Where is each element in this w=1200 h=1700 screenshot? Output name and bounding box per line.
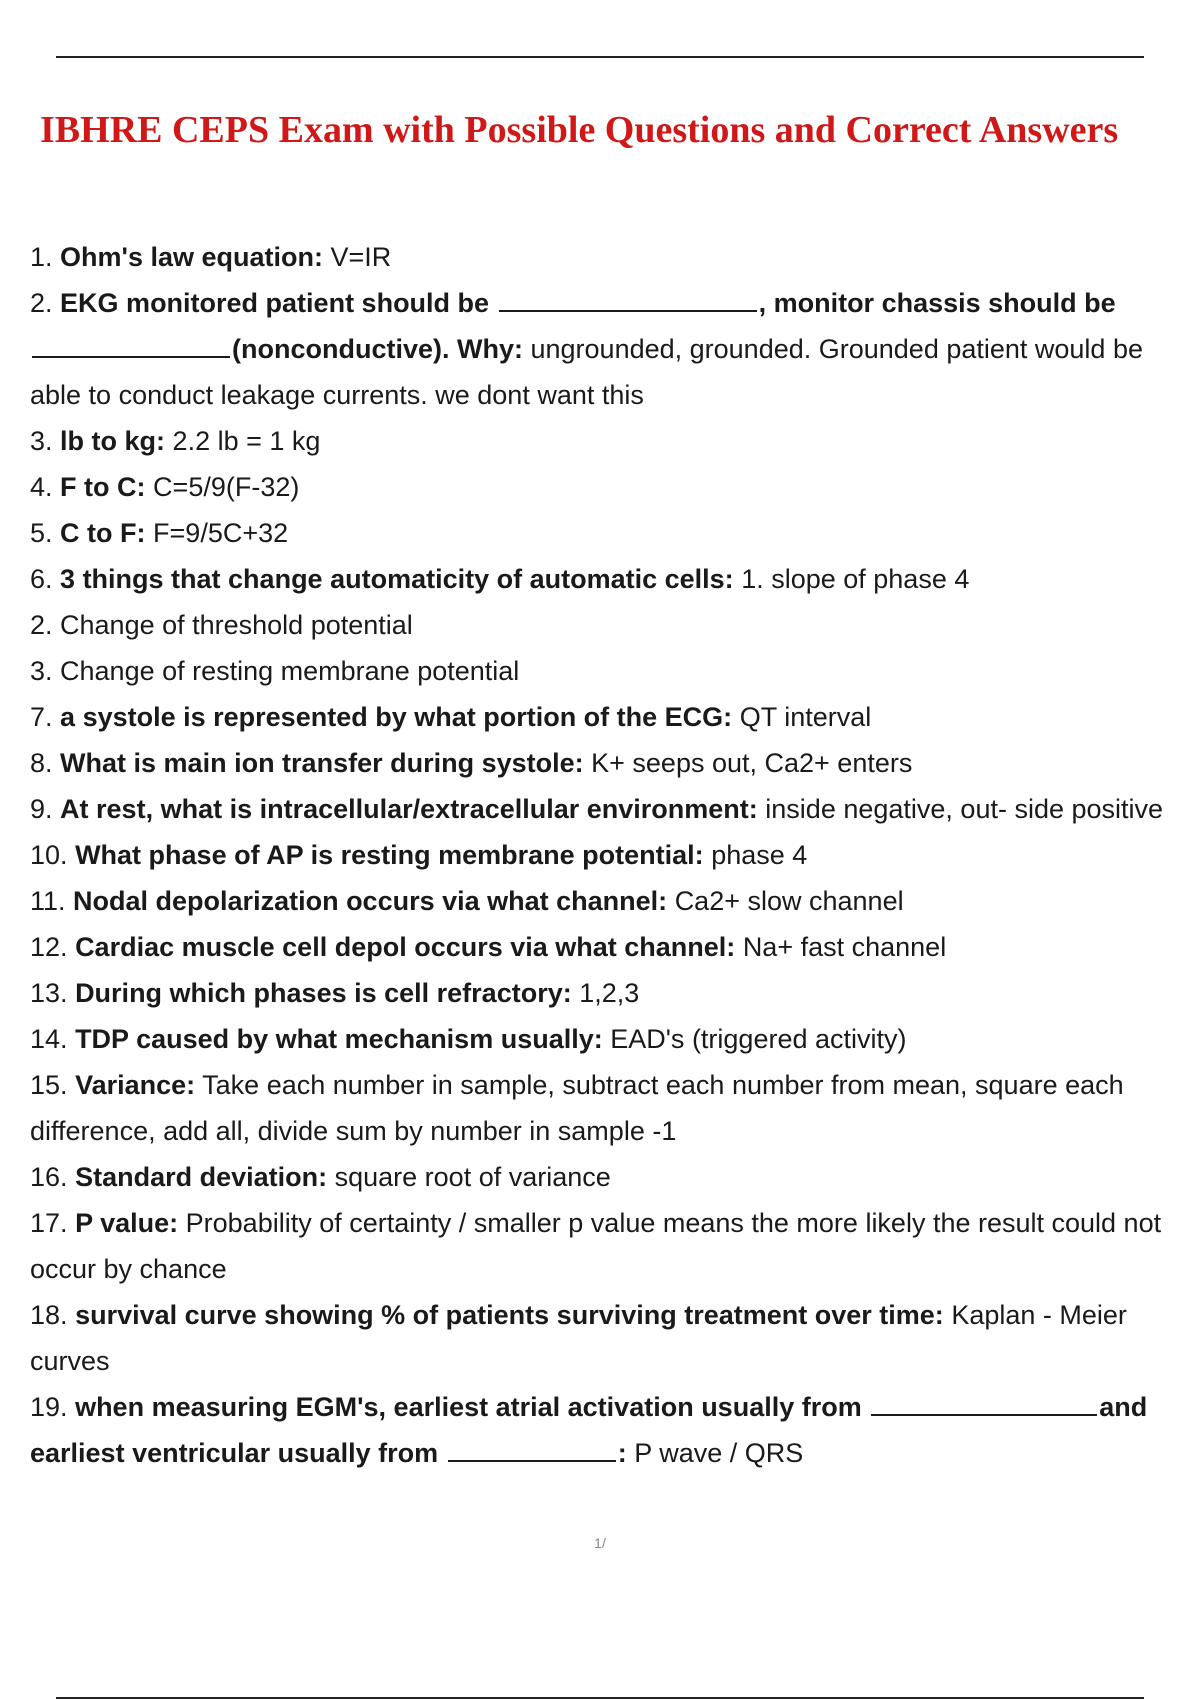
question-text: What phase of AP is resting membrane potential: (75, 840, 704, 870)
question-text: Variance: (75, 1070, 196, 1100)
answer-text: square root of variance (334, 1162, 611, 1192)
list-item (30, 1292, 1195, 1384)
list-item (30, 1154, 1195, 1200)
qa-list (30, 234, 1195, 1476)
answer-text: inside negative, out- side positive (765, 794, 1164, 824)
item-number: 19. (30, 1392, 68, 1422)
bottom-rule (56, 1697, 1144, 1699)
item-number: 8. (30, 748, 53, 778)
question-text: and earliest ventricular usually from (30, 1392, 1148, 1468)
document-title: IBHRE CEPS Exam with Possible Questions and Correct Answers (40, 109, 1119, 151)
question-text: survival curve showing % of patients surviving treatment over time: (75, 1300, 944, 1330)
answer-text: 1. slope of phase 4 (741, 564, 970, 594)
list-item (30, 1200, 1195, 1292)
question-text: when measuring EGM's, earliest atrial activation usually from (75, 1392, 862, 1422)
answer-text: P wave / QRS (634, 1438, 804, 1468)
question-text: (nonconductive). Why: (232, 334, 523, 364)
question-text: Standard deviation: (75, 1162, 328, 1192)
list-item (30, 878, 1195, 924)
fill-in-blank (32, 329, 230, 358)
item-number: 17. (30, 1208, 68, 1238)
fill-in-blank (871, 1387, 1097, 1416)
page-number: 1/ (594, 1535, 606, 1551)
list-item (30, 1016, 1195, 1062)
answer-continuation: 3. Change of resting membrane potential (30, 656, 520, 686)
question-text: What is main ion transfer during systole: (60, 748, 584, 778)
top-rule (56, 56, 1144, 58)
answer-text: 1,2,3 (579, 978, 640, 1008)
item-number: 11. (30, 886, 66, 916)
list-item (30, 786, 1195, 832)
list-item (30, 924, 1195, 970)
item-number: 12. (30, 932, 68, 962)
item-number: 13. (30, 978, 68, 1008)
list-item (30, 970, 1195, 1016)
question-text: , monitor chassis should be (758, 288, 1116, 318)
question-text: Cardiac muscle cell depol occurs via what channel: (75, 932, 736, 962)
item-number: 7. (30, 702, 53, 732)
answer-text: Ca2+ slow channel (674, 886, 904, 916)
question-text: During which phases is cell refractory: (75, 978, 572, 1008)
question-text: F to C: (60, 472, 146, 502)
item-number: 6. (30, 564, 53, 594)
answer-text: Na+ fast channel (742, 932, 947, 962)
item-number: 14. (30, 1024, 68, 1054)
item-number: 3. (30, 426, 53, 456)
list-item (30, 418, 1195, 464)
item-number: 9. (30, 794, 53, 824)
item-number: 18. (30, 1300, 68, 1330)
list-item (30, 234, 1195, 280)
answer-continuation: 2. Change of threshold potential (30, 610, 413, 640)
item-number: 10. (30, 840, 68, 870)
item-number: 16. (30, 1162, 68, 1192)
item-number: 5. (30, 518, 53, 548)
answer-text: QT interval (739, 702, 872, 732)
question-text: At rest, what is intracellular/extracellular environment: (60, 794, 758, 824)
item-number: 1. (30, 242, 53, 272)
fill-in-blank (499, 283, 757, 312)
question-text: TDP caused by what mechanism usually: (75, 1024, 603, 1054)
question-text: 3 things that change automaticity of automatic cells: (60, 564, 734, 594)
answer-text: Kaplan - Meier curves (30, 1300, 1127, 1376)
question-text: lb to kg: (60, 426, 166, 456)
answer-text: K+ seeps out, Ca2+ enters (591, 748, 913, 778)
list-item (30, 464, 1195, 510)
answer-text: Probability of certainty / smaller p value means the more likely the result could not occur by chance (30, 1208, 1162, 1284)
question-text: P value: (75, 1208, 179, 1238)
question-text: C to F: (60, 518, 146, 548)
list-item (30, 510, 1195, 556)
list-item (30, 556, 1195, 602)
answer-text: C=5/9(F-32) (153, 472, 300, 502)
list-item (30, 1062, 1195, 1154)
list-item (30, 280, 1195, 418)
answer-text: ungrounded, grounded. Grounded patient would be able to conduct leakage currents. we dont want this (30, 334, 1143, 410)
answer-text: V=IR (330, 242, 392, 272)
list-item (30, 832, 1195, 878)
question-text: : (617, 1438, 627, 1468)
answer-text: EAD's (triggered activity) (610, 1024, 907, 1054)
fill-in-blank (448, 1433, 616, 1462)
question-text: a systole is represented by what portion of the ECG: (60, 702, 733, 732)
list-item (30, 740, 1195, 786)
answer-text: 2.2 lb = 1 kg (172, 426, 321, 456)
list-item (30, 1384, 1195, 1476)
answer-text: Take each number in sample, subtract each number from mean, square each difference, add all, divide sum by number in sample -1 (30, 1070, 1124, 1146)
question-text: EKG monitored patient should be (60, 288, 490, 318)
item-number: 2. (30, 288, 53, 318)
answer-text: F=9/5C+32 (153, 518, 289, 548)
question-text: Nodal depolarization occurs via what channel: (73, 886, 668, 916)
answer-text: phase 4 (711, 840, 808, 870)
item-number: 15. (30, 1070, 68, 1100)
item-number: 4. (30, 472, 53, 502)
list-item (30, 694, 1195, 740)
question-text: Ohm's law equation: (60, 242, 323, 272)
